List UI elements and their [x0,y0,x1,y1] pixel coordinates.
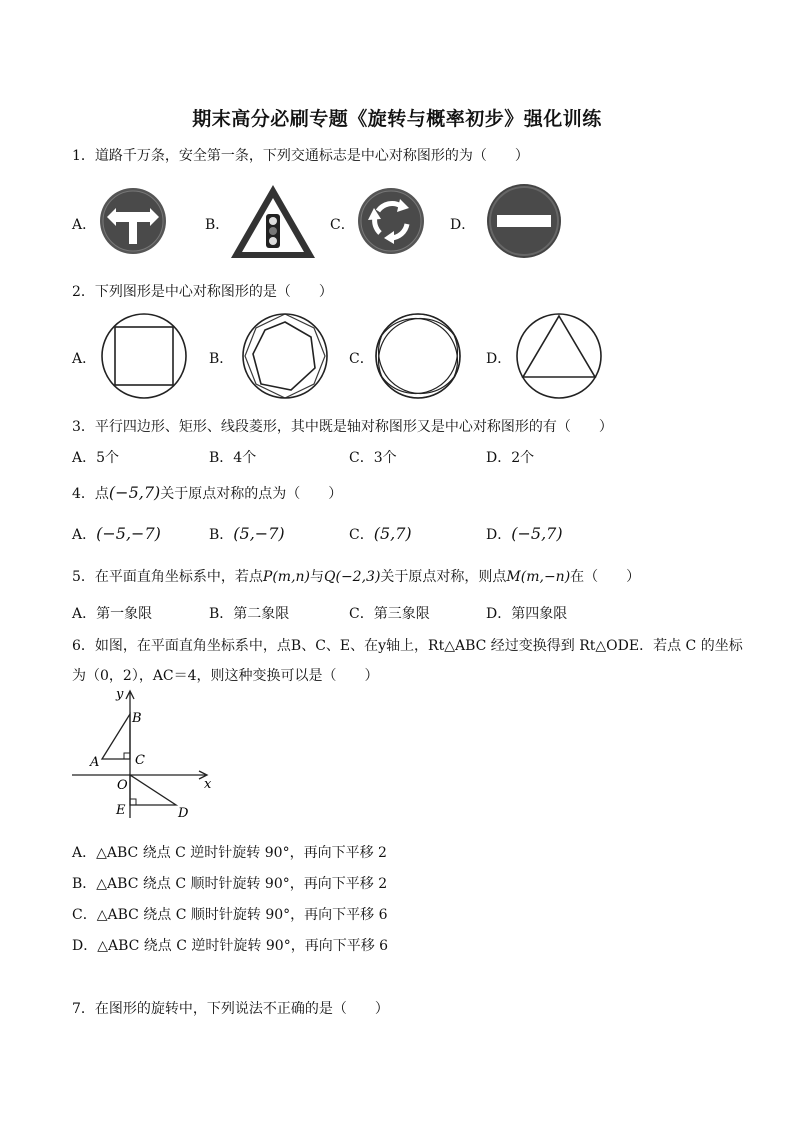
q5-stem-part4: 在（ ） [570,569,641,585]
q5-option-d: D．第四象限 [486,606,568,622]
q1-option-b-label: B． [205,217,230,233]
q4-option-c [349,524,412,544]
label-e: E [116,803,126,818]
q5-stem-part2: 与 [310,569,325,585]
q4-stem-suffix: 关于原点对称的点为（ ） [160,486,343,502]
circle-triangle-icon [515,312,603,400]
q4-stem-point: (−5,7) [108,483,161,502]
q4-stem-prefix: 4．点 [72,486,109,502]
question-6-stem-line2: 为（0，2），AC＝4，则这种变换可以是（ ） [72,668,379,684]
label-b: B [132,711,142,726]
q5-point-q: Q(−2,3) [324,569,381,585]
triangle-abc [102,714,130,759]
q4-option-a-value: (−5,−7) [96,524,161,543]
q4-option-a-label: A． [72,527,97,543]
q6-option-a: A．△ABC 绕点 C 逆时针旋转 90°，再向下平移 2 [72,845,387,861]
turn-left-right-sign-icon [98,186,168,256]
q4-option-d [486,524,563,544]
question-4-stem [72,483,342,503]
question-5-stem [72,566,640,586]
q5-option-b: B．第二象限 [209,606,290,622]
q4-option-a [72,524,161,544]
label-d: D [178,806,189,821]
q1-option-c-label: C． [330,217,355,233]
q4-option-b-value: (5,−7) [233,524,285,543]
q3-option-a: A．5个 [72,450,120,466]
q4-option-b-label: B． [209,527,234,543]
q3-option-d: D．2个 [486,450,535,466]
q5-option-c: C．第三象限 [349,606,430,622]
q3-option-c: C．3个 [349,450,397,466]
q5-point-p: P(m,n) [262,569,311,585]
q6-option-d: D．△ABC 绕点 C 逆时针旋转 90°，再向下平移 6 [72,938,389,954]
q2-option-a-label: A． [72,351,97,367]
q2-option-c-label: C． [349,351,374,367]
q5-point-m: M(m,−n) [506,569,571,585]
q2-option-b-label: B． [209,351,234,367]
q6-option-c: C．△ABC 绕点 C 顺时针旋转 90°，再向下平移 6 [72,907,388,923]
right-angle-c [124,753,130,759]
q4-option-b [209,524,285,544]
roundabout-sign-icon [356,186,426,256]
q5-stem-part3: 关于原点对称，则点 [380,569,507,585]
no-entry-sign-icon [485,182,563,260]
circle-hexagon-icon [241,312,329,400]
circle-square-icon [100,312,188,400]
coordinate-figure [68,686,218,822]
q5-stem-part1: 5．在平面直角坐标系中，若点 [72,569,263,585]
question-1-stem: 1．道路千万条，安全第一条，下列交通标志是中心对称图形的为（ ） [72,148,529,164]
triangle-ode [130,775,176,805]
q4-option-c-value: (5,7) [373,524,412,543]
question-6-stem-line1: 6．如图，在平面直角坐标系中，点B、C、E、在y轴上，Rt△ABC 经过变换得到 Rt△ODE．若点 C 的坐标 [72,638,743,654]
label-a: A [90,755,100,770]
label-y: y [116,687,124,702]
q2-option-d-label: D． [486,351,512,367]
question-2-stem: 2．下列图形是中心对称图形的是（ ） [72,284,333,300]
q6-option-b: B．△ABC 绕点 C 顺时针旋转 90°，再向下平移 2 [72,876,388,892]
circle-petals-icon [374,312,462,400]
q4-option-d-value: (−5,7) [511,524,563,543]
q5-option-a: A．第一象限 [72,606,153,622]
label-o: O [117,778,128,793]
q1-option-a-label: A． [72,217,97,233]
label-x: x [204,777,212,792]
q4-option-d-label: D． [486,527,512,543]
page-title: 期末高分必刷专题《旋转与概率初步》强化训练 [192,108,602,130]
right-angle-e [130,799,136,805]
traffic-light-warning-sign-icon [228,182,318,262]
q4-option-c-label: C． [349,527,374,543]
q1-option-d-label: D． [450,217,476,233]
question-3-stem: 3．平行四边形、矩形、线段菱形，其中既是轴对称图形又是中心对称图形的有（ ） [72,419,613,435]
question-7-stem: 7．在图形的旋转中，下列说法不正确的是（ ） [72,1001,389,1017]
label-c: C [135,753,145,768]
q3-option-b: B．4个 [209,450,257,466]
